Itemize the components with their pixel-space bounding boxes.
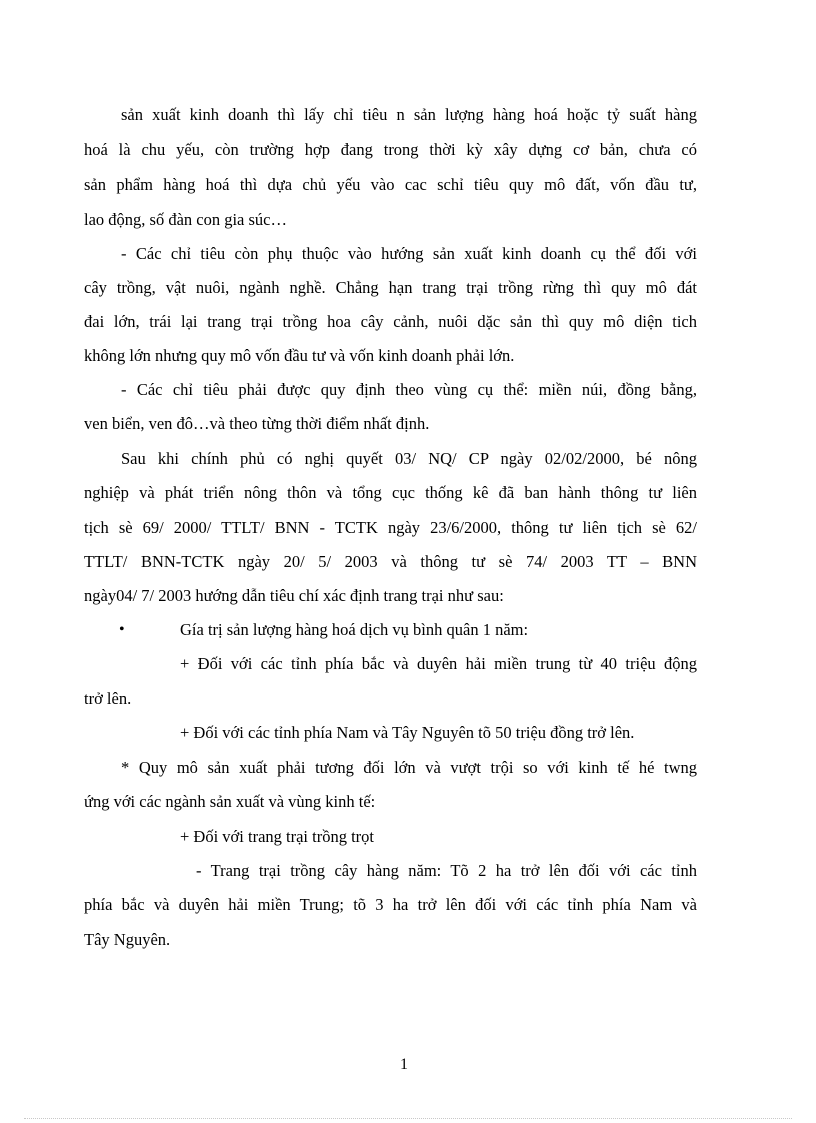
paragraph-line: đai lớn, trái lại trang trại trồng hoa cây cảnh, nuôi dặc sản thì quy mô diện tich [84, 312, 697, 331]
paragraph-line: - Các chỉ tiêu còn phụ thuộc vào hướng sản xuất kinh doanh cụ thể đối với [121, 244, 697, 263]
paragraph-line: trở lên. [84, 689, 132, 708]
paragraph-line: hoá là chu yếu, còn trường hợp đang trong thời kỳ xây dựng cơ bản, chưa có [84, 140, 697, 159]
paragraph-line: ven biển, ven đô…và theo từng thời điểm nhất định. [84, 414, 430, 433]
paragraph-line: + Đối với trang trại trồng trọt [180, 827, 374, 846]
page-bottom-divider [24, 1118, 792, 1119]
paragraph-line: TTLT/ BNN-TCTK ngày 20/ 5/ 2003 và thông tư sè 74/ 2003 TT – BNN [84, 552, 697, 571]
paragraph-line: + Đối với các tỉnh phía Nam và Tây Nguyên tõ 50 triệu đồng trở lên. [180, 723, 635, 742]
paragraph-line: ngày04/ 7/ 2003 hướng dẫn tiêu chí xác định trang trại như sau: [84, 586, 504, 605]
paragraph-line: phía bắc và duyên hải miền Trung; tõ 3 ha trở lên đối với các tỉnh phía Nam và [84, 895, 697, 914]
paragraph-line: Sau khi chính phủ có nghị quyết 03/ NQ/ CP ngày 02/02/2000, bé nông [121, 449, 697, 468]
paragraph-line: Tây Nguyên. [84, 930, 171, 949]
paragraph-line: lao động, số đàn con gia súc… [84, 210, 288, 229]
bullet-item: Gía trị sản lượng hàng hoá dịch vụ bình quân 1 năm: [180, 620, 529, 639]
paragraph-line: cây trồng, vật nuôi, ngành nghề. Chẳng hạn trang trại trồng rừng thì quy mô đát [84, 278, 697, 297]
paragraph-line: - Các chỉ tiêu phải được quy định theo vùng cụ thể: miền núi, đồng bằng, [121, 380, 697, 399]
paragraph-line: - Trang trại trồng cây hàng năm: Tõ 2 ha trở lên đối với các tỉnh [196, 861, 697, 880]
paragraph-line: nghiệp và phát triển nông thôn và tổng cục thống kê đã ban hành thông tư liên [84, 483, 697, 502]
paragraph-line: sản phẩm hàng hoá thì dựa chủ yếu vào cac schỉ tiêu quy mô đất, vốn đầu tư, [84, 175, 697, 194]
paragraph-line: ứng với các ngành sản xuất và vùng kinh tế: [84, 792, 376, 811]
paragraph-line: + Đối với các tỉnh phía bắc và duyên hải miền trung từ 40 triệu động [180, 654, 697, 673]
paragraph-line: sản xuất kinh doanh thì lấy chỉ tiêu n sản lượng hàng hoá hoặc tỷ suất hàng [121, 105, 697, 124]
bullet-icon: • [119, 621, 125, 638]
page-number: 1 [400, 1056, 408, 1073]
paragraph-line: tịch sè 69/ 2000/ TTLT/ BNN - TCTK ngày 23/6/2000, thông tư liên tịch sè 62/ [84, 518, 697, 537]
paragraph-line: không lớn nhưng quy mô vốn đầu tư và vốn kinh doanh phải lớn. [84, 346, 515, 365]
paragraph-line: * Quy mô sản xuất phải tương đối lớn và vượt trội so với kinh tế hé twng [121, 758, 697, 777]
